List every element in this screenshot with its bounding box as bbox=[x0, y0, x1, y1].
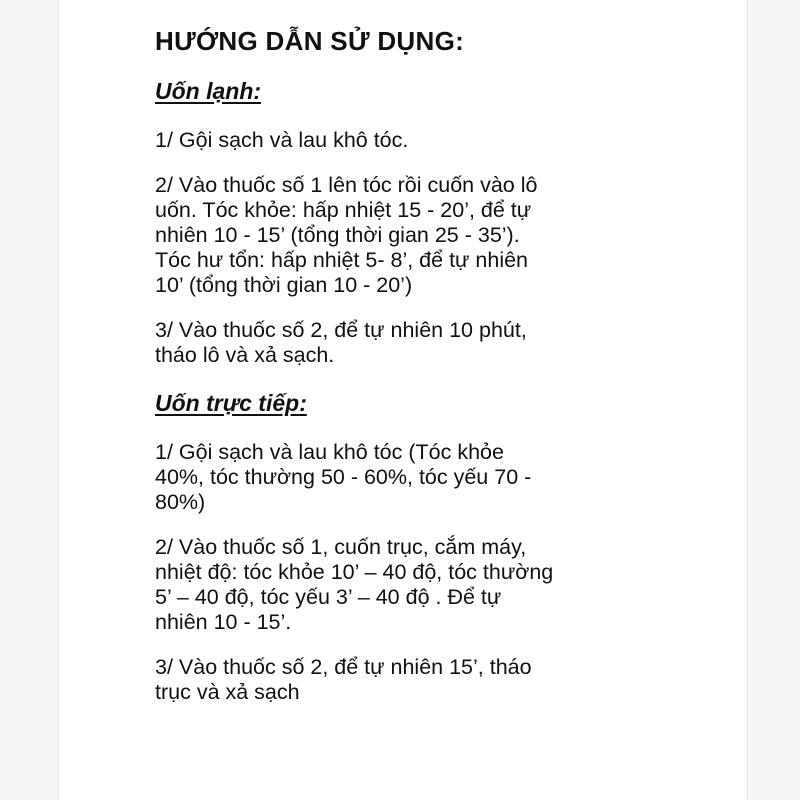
step-text: 3/ Vào thuốc số 2, để tự nhiên 10 phút, tháo lô và xả sạch. bbox=[155, 318, 527, 367]
step-text: 2/ Vào thuốc số 1, cuốn trục, cắm máy, nhiệt độ: tóc khỏe 10’ – 40 độ, tóc thường 5’ – 40 độ, tóc yếu 3’ – 40 độ . Để tự nhiên 10 - 15’. bbox=[155, 535, 554, 634]
section-heading: Uốn lạnh: bbox=[155, 78, 262, 104]
instructions-content bbox=[155, 24, 735, 725]
page-title: HƯỚNG DẪN SỬ DỤNG: bbox=[155, 26, 465, 56]
step-text: 1/ Gội sạch và lau khô tóc. bbox=[155, 128, 409, 152]
step-text: 2/ Vào thuốc số 1 lên tóc rồi cuốn vào lô uốn. Tóc khỏe: hấp nhiệt 15 - 20’, để tự nhiên 10 - 15’ (tổng thời gian 25 - 35’). Tóc hư tổn: hấp nhiệt 5- 8’, để tự nhiên 10’ (tổng thời gian 10 - 20’) bbox=[155, 173, 538, 297]
section-direct-perm bbox=[155, 388, 735, 705]
document-page bbox=[58, 0, 748, 800]
step-text: 1/ Gội sạch và lau khô tóc (Tóc khỏe 40%, tóc thường 50 - 60%, tóc yếu 70 - 80%) bbox=[155, 440, 532, 514]
section-heading: Uốn trực tiếp: bbox=[155, 390, 307, 416]
step-text: 3/ Vào thuốc số 2, để tự nhiên 15’, tháo trục và xả sạch bbox=[155, 655, 532, 704]
section-cold-perm bbox=[155, 76, 735, 368]
